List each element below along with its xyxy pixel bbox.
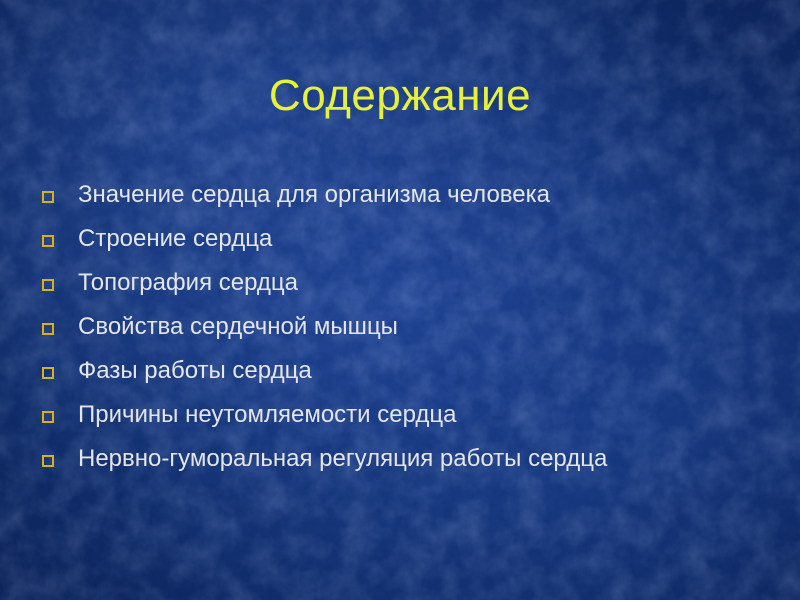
list-item — [40, 437, 678, 477]
hollow-square-icon — [42, 367, 54, 379]
list-item-label: Нервно-гуморальная регуляция работы сердца — [78, 445, 608, 472]
slide-title: Содержание — [268, 71, 532, 120]
hollow-square-icon — [42, 455, 54, 467]
hollow-square-icon — [42, 411, 54, 423]
list-item-label: Причины неутомляемости сердца — [78, 401, 457, 428]
list-item-label: Топография сердца — [78, 269, 298, 296]
hollow-square-icon — [42, 235, 54, 247]
list-item-label: Строение сердца — [78, 225, 273, 252]
list-item — [40, 393, 760, 437]
contents-list — [40, 173, 760, 477]
hollow-square-icon — [42, 279, 54, 291]
list-item — [40, 349, 760, 393]
list-item — [40, 217, 760, 261]
list-item-label: Свойства сердечной мышцы — [78, 313, 398, 340]
list-item-label: Значение сердца для организма человека — [78, 181, 551, 208]
list-item — [40, 173, 760, 217]
list-item-label: Фазы работы сердца — [78, 357, 312, 384]
hollow-square-icon — [42, 191, 54, 203]
list-item — [40, 305, 760, 349]
hollow-square-icon — [42, 323, 54, 335]
list-item — [40, 261, 760, 305]
